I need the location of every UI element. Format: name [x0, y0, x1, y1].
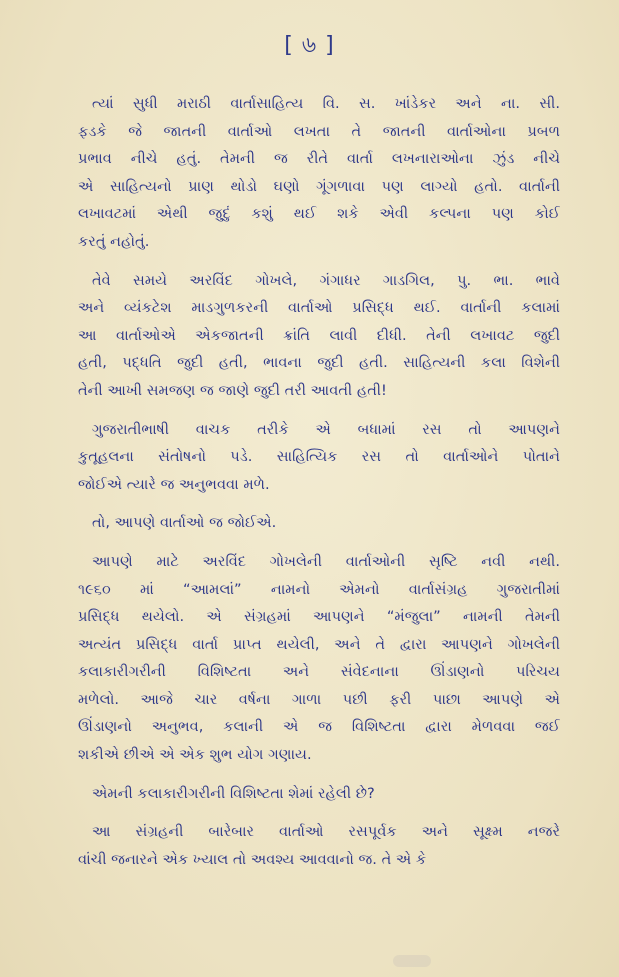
- paper-smudge: [393, 955, 431, 967]
- text-line: તેવે સમયે અરવિંદ ગોખલે, ગંગાધર ગાડગિલ, પુ. ભા. ભાવે: [92, 271, 560, 289]
- text-line: આ વાર્તાઓએ એકજાતની ક્રાંતિ લાવી દીધી. તેની લખાવટ જુદી: [78, 326, 560, 344]
- text-line: અને વ્યંકટેશ માડગુળકરની વાર્તાઓ પ્રસિદ્ધ થઈ. વાર્તાની કલામાં: [78, 299, 560, 317]
- text-line: ફડકે જે જાતની વાર્તાઓ લખતા તે જાતની વાર્તાઓના પ્રબળ: [78, 122, 560, 140]
- text-line: તો, આપણે વાર્તાઓ જ જોઈએ.: [92, 514, 277, 532]
- text-line: કુતૂહલના સંતોષનો પડે. સાહિત્યિક રસ તો વાર્તાઓને પોતાને: [78, 448, 560, 466]
- text-line: અત્યંત પ્રસિદ્ધ વાર્તા પ્રાપ્ત થયેલી, અને તે દ્વારા આપણને ગોખલેની: [78, 635, 560, 653]
- body-text: [78, 90, 560, 884]
- text-line: આ સંગ્રહની બારેબાર વાર્તાઓ રસપૂર્વક અને સૂક્ષ્મ નજરે: [92, 823, 560, 841]
- text-line: મળેલો. આજે ચાર વર્ષના ગાળા પછી ફરી પાછા આપણે એ: [78, 690, 560, 708]
- text-line: ગુજરાતીભાષી વાચક તરીકે એ બધામાં રસ તો આપણને: [92, 420, 560, 438]
- text-line: ત્યાં સુધી મરાઠી વાર્તાસાહિત્ય વિ. સ. ખાંડેકર અને ના. સી.: [92, 95, 560, 112]
- text-line: જોઈએ ત્યારે જ અનુભવવા મળે.: [78, 475, 270, 493]
- text-line: એમની કલાકારીગરીની વિશિષ્ટતા શેમાં રહેલી છે?: [92, 784, 375, 802]
- paragraph: [78, 818, 560, 873]
- text-line: કરતું નહોતું.: [78, 232, 150, 250]
- text-line: પ્રસિદ્ધ થયેલો. એ સંગ્રહમાં આપણને “મંજુલા” નામની તેમની: [78, 608, 560, 626]
- paragraph: [78, 548, 560, 769]
- paragraph: [78, 90, 560, 256]
- paragraph: [78, 509, 560, 537]
- paragraph: [78, 780, 560, 808]
- text-line: હતી, પદ્ધતિ જુદી હતી, ભાવના જુદી હતી. સાહિત્યની કલા વિશેની: [78, 354, 560, 372]
- page-number: [ ৬ ]: [284, 33, 335, 58]
- text-line: પ્રભાવ નીચે હતું. તેમની જ રીતે વાર્તા લખનારાઓના ઝુંડ નીચે: [78, 150, 560, 168]
- paragraph: [78, 416, 560, 499]
- text-line: લખાવટમાં એથી જુદું કશું થઈ શકે એવી કલ્પના પણ કોઈ: [78, 205, 560, 223]
- text-line: શકીએ છીએ એ એક શુભ યોગ ગણાય.: [78, 746, 312, 764]
- text-line: ૧૯૬૦ માં “આમલાં” નામનો એમનો વાર્તાસંગ્રહ ગુજરાતીમાં: [78, 580, 560, 598]
- text-line: કલાકારીગરીની વિશિષ્ટતા અને સંવેદનાના ઊંડાણનો પરિચય: [78, 663, 560, 681]
- text-line: ઊંડાણનો અનુભવ, કલાની એ જ વિશિષ્ટતા દ્વારા મેળવવા જઈ: [78, 718, 560, 736]
- text-line: તેની આખી સમજણ જ જાણે જુદી તરી આવતી હતી!: [78, 381, 387, 399]
- text-line: આપણે માટે અરવિંદ ગોખલેની વાર્તાઓની સૃષ્ટિ નવી નથી.: [92, 552, 560, 570]
- paragraph: [78, 267, 560, 405]
- text-line: એ સાહિત્યનો પ્રાણ થોડો ઘણો ગૂંગળાવા પણ લાગ્યો હતો. વાર્તાની: [78, 177, 560, 195]
- text-line: વાંચી જનારને એક ખ્યાલ તો અવશ્ય આવવાનો જ. તે એ કે: [78, 850, 427, 868]
